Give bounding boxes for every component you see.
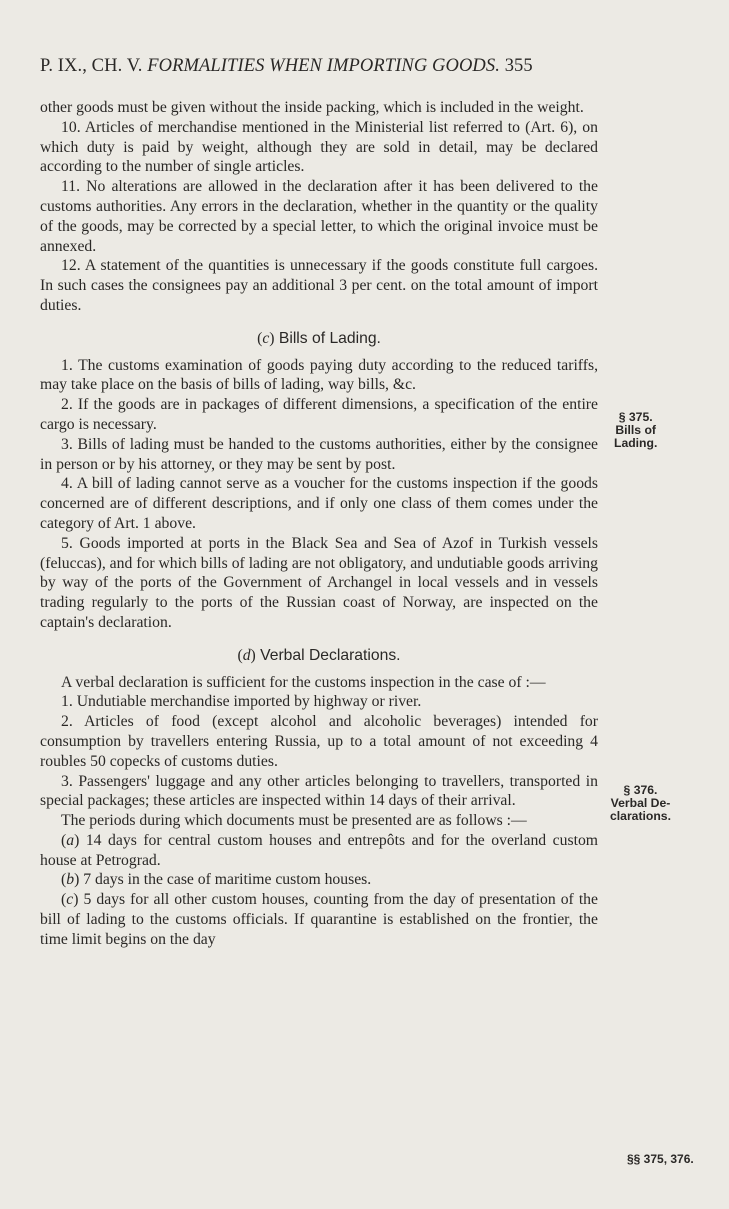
paragraph: other goods must be given without the inside packing, which is included in the weight. <box>40 99 584 116</box>
margin-note-376 <box>610 784 671 823</box>
section-heading-text: Verbal Declarations. <box>260 646 401 664</box>
paragraph: 2. Articles of food (except alcohol and alcoholic beverages) intended for consumption by travellers entering Russia, up to a total amount of not exceeding 4 roubles 50 copecks of customs duties. <box>40 713 598 770</box>
paragraph: 1. The customs examination of goods paying duty according to the reduced tariffs, may take place on the basis of bills of lading, way bills, &c. <box>40 356 598 394</box>
section-heading-d: (d) Verbal Declarations. <box>237 646 401 664</box>
paragraph: 5. Goods imported at ports in the Black Sea and Sea of Azof in Turkish vessels (feluccas), and for which bills of lading are not obligatory, and undutiable goods arriving by way of the ports of the Government of Archangel in local vessels and in vessels trading regularly to the ports of the Russian coast of Norway, are inspected on the captain's declaration. <box>40 534 598 631</box>
section-letter: d <box>242 646 251 664</box>
margin-note-375 <box>614 411 657 450</box>
paragraph: 10. Articles of merchandise mentioned in the Ministerial list referred to (Art. 6), on which duty is paid by weight, although they are sold in detail, may be declared according to the number of single articles. <box>40 118 598 176</box>
margin-section-ref: § 375. <box>618 410 653 424</box>
paragraph: 11. No alterations are allowed in the declaration after it has been delivered to the customs authorities. Any errors in the declaration, whether in the quantity or the quality of the goods, may be corrected by a special letter, to which the original invoice must be annexed. <box>40 178 598 255</box>
page-number: 355 <box>504 56 533 76</box>
margin-label: Verbal De- <box>610 796 671 810</box>
margin-label: Bills of <box>615 423 656 437</box>
paragraph: 4. A bill of lading cannot serve as a voucher for the customs inspection if the goods concerned are of different descriptions, and if only one class of them comes under the category of Art. 1 above. <box>40 475 598 532</box>
paragraph: 3. Passengers' luggage and any other articles belonging to travellers, transported in special packages; these articles are inspected within 14 days of their arrival. <box>40 772 598 810</box>
margin-label: clarations. <box>610 809 671 823</box>
margin-section-ref: § 376. <box>623 783 658 797</box>
section-heading-c: (c) Bills of Lading. <box>257 329 381 347</box>
body-text <box>40 98 598 950</box>
paragraph: The periods during which documents must be presented are as follows :— <box>61 812 527 830</box>
paragraph: 1. Undutiable merchandise imported by highway or river. <box>61 693 422 711</box>
paragraph: 12. A statement of the quantities is unnecessary if the goods constitute full cargoes. In such cases the consignees pay an additional 3 per cent. on the total amount of import duties. <box>40 257 598 314</box>
period-item: (c) 5 days for all other custom houses, counting from the day of presentation of the bill of lading to the customs officials. If quarantine is established on the frontier, the time limit begins on the day <box>40 891 598 948</box>
margin-label: Lading. <box>614 436 658 450</box>
section-letter: c <box>262 329 270 347</box>
paragraph: A verbal declaration is sufficient for the customs inspection in the case of :— <box>61 673 546 691</box>
footer-section-refs: §§ 375, 376. <box>627 1152 694 1166</box>
section-reference: P. IX., CH. V. <box>40 56 143 76</box>
paragraph: 2. If the goods are in packages of different dimensions, a specification of the entire cargo is necessary. <box>40 396 598 433</box>
paragraph: 3. Bills of lading must be handed to the customs authorities, either by the consignee in person or by his attorney, or they may be sent by post. <box>40 435 598 473</box>
section-heading-text: Bills of Lading. <box>278 329 381 347</box>
period-item: (b) 7 days in the case of maritime custom houses. <box>61 871 372 889</box>
page-title: FORMALITIES WHEN IMPORTING GOODS. <box>147 56 500 76</box>
period-item: (a) 14 days for central custom houses and entrepôts and for the overland custom house at Petrograd. <box>40 831 598 869</box>
running-header <box>40 56 580 77</box>
